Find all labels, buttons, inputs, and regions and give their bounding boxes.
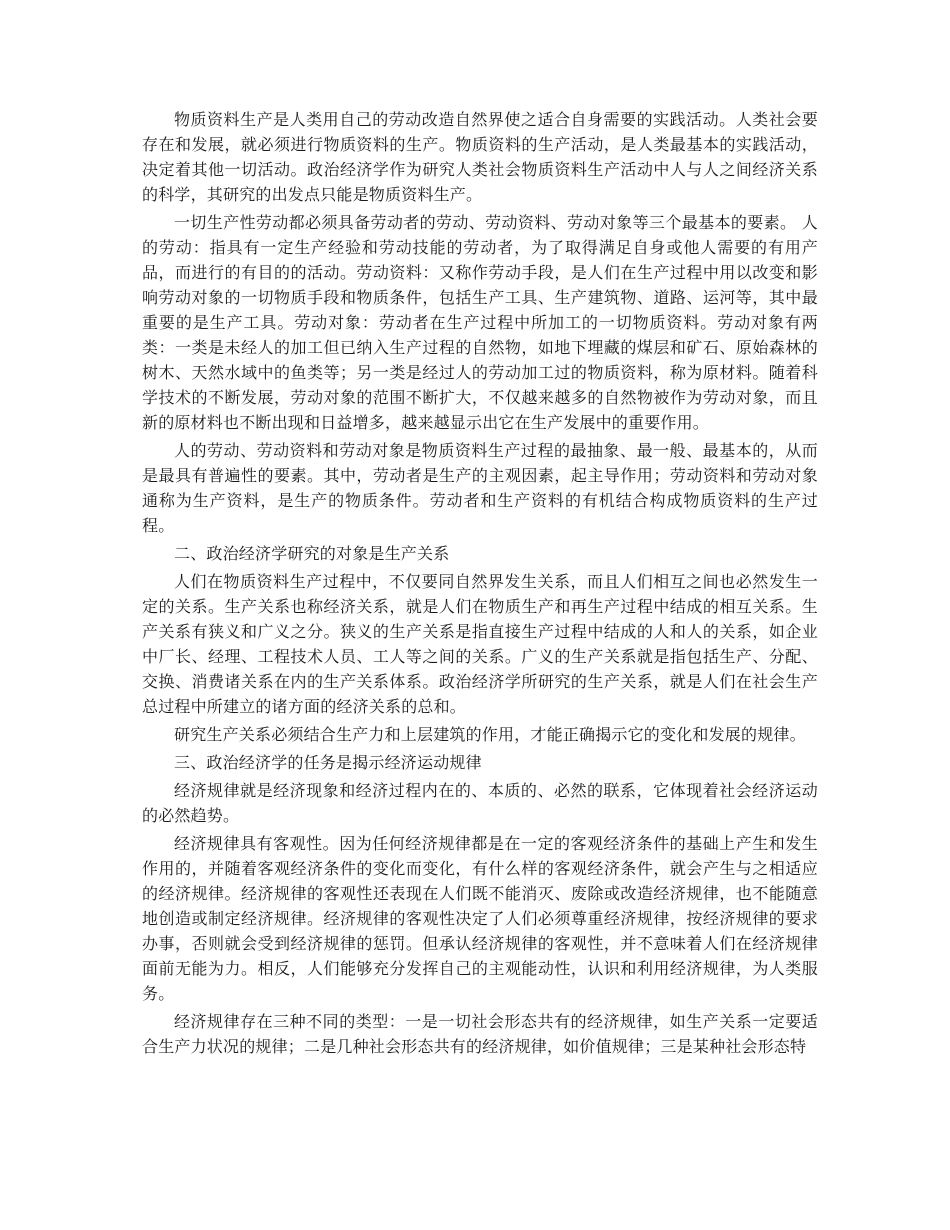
paragraph-production-factors: 人的劳动、劳动资料和劳动对象是物质资料生产过程的最抽象、最一般、最基本的，从而是最具有普遍性的要素。其中，劳动者是生产的主观因素，起主导作用；劳动资料和劳动对象通称为生产资料，是生产的物质条件。劳动者和生产资料的有机结合构成物质资料的生产过程。 bbox=[142, 441, 818, 535]
section-heading-production-relations: 二、政治经济学研究的对象是生产关系 bbox=[174, 544, 450, 563]
paragraph-economic-law-types: 经济规律存在三种不同的类型：一是一切社会形态共有的经济规律，如生产关系一定要适合生产力状况的规律；二是几种社会形态共有的经济规律，如价值规律；三是某种社会形态特 bbox=[142, 1012, 818, 1056]
paragraph-material-production: 物质资料生产是人类用自己的劳动改造自然界使之适合自身需要的实践活动。人类社会要存在和发展，就必须进行物质资料的生产。物质资料的生产活动，是人类最基本的实践活动，决定着其他一切活动。政治经济学作为研究人类社会物质资料生产活动中人与人之间经济关系的科学，其研究的出发点只能是物质资料生产。 bbox=[142, 110, 818, 204]
paragraph-economic-law-definition: 经济规律就是经济现象和经济过程内在的、本质的、必然的联系，它体现着社会经济运动的必然趋势。 bbox=[142, 781, 818, 825]
paragraph-relations-study: 研究生产关系必须结合生产力和上层建筑的作用，才能正确揭示它的变化和发展的规律。 bbox=[174, 725, 806, 744]
section-heading-economic-laws: 三、政治经济学的任务是揭示经济运动规律 bbox=[174, 753, 482, 772]
paragraph-production-relations: 人们在物质资料生产过程中，不仅要同自然界发生关系，而且人们相互之间也必然发生一定的关系。生产关系也称经济关系，就是人们在物质生产和再生产过程中结成的相互关系。生产关系有狭义和广义之分。狭义的生产关系是指直接生产过程中结成的人和人的关系，如企业中厂长、经理、工程技术人员、工人等之间的关系。广义的生产关系就是指包括生产、分配、交换、消费诸关系在内的生产关系体系。政治经济学所研究的生产关系，就是人们在社会生产总过程中所建立的诸方面的经济关系的总和。 bbox=[142, 572, 818, 716]
paragraph-labor-elements: 一切生产性劳动都必须具备劳动者的劳动、劳动资料、劳动对象等三个最基本的要素。 人的劳动：指具有一定生产经验和劳动技能的劳动者，为了取得满足自身或他人需要的有用产品，而进行的有目的的活动。劳动资料：又称作劳动手段，是人们在生产过程中用以改变和影响劳动对象的一切物质手段和物质条件，包括生产工具、生产建筑物、道路、运河等，其中最重要的是生产工具。劳动对象：劳动者在生产过程中所加工的一切物质资料。劳动对象有两类：一类是未经人的加工但已纳入生产过程的自然物，如地下埋藏的煤层和矿石、原始森林的树木、天然水域中的鱼类等；另一类是经过人的劳动加工过的物质资料，称为原材料。随着科学技术的不断发展，劳动对象的范围不断扩大，不仅越来越多的自然物被作为劳动对象，而且新的原材料也不断出现和日益增多，越来越显示出它在生产发展中的重要作用。 bbox=[142, 213, 818, 432]
paragraph-economic-law-objectivity: 经济规律具有客观性。因为任何经济规律都是在一定的客观经济条件的基础上产生和发生作用的，并随着客观经济条件的变化而变化，有什么样的客观经济条件，就会产生与之相适应的经济规律。经济规律的客观性还表现在人们既不能消灭、废除或改造经济规律，也不能随意地创造或制定经济规律。经济规律的客观性决定了人们必须尊重经济规律，按经济规律的要求办事，否则就会受到经济规律的惩罚。但承认经济规律的客观性，并不意味着人们在经济规律面前无能为力。相反，人们能够充分发挥自己的主观能动性，认识和利用经济规律，为人类服务。 bbox=[142, 834, 818, 1003]
document-body bbox=[142, 107, 818, 1062]
